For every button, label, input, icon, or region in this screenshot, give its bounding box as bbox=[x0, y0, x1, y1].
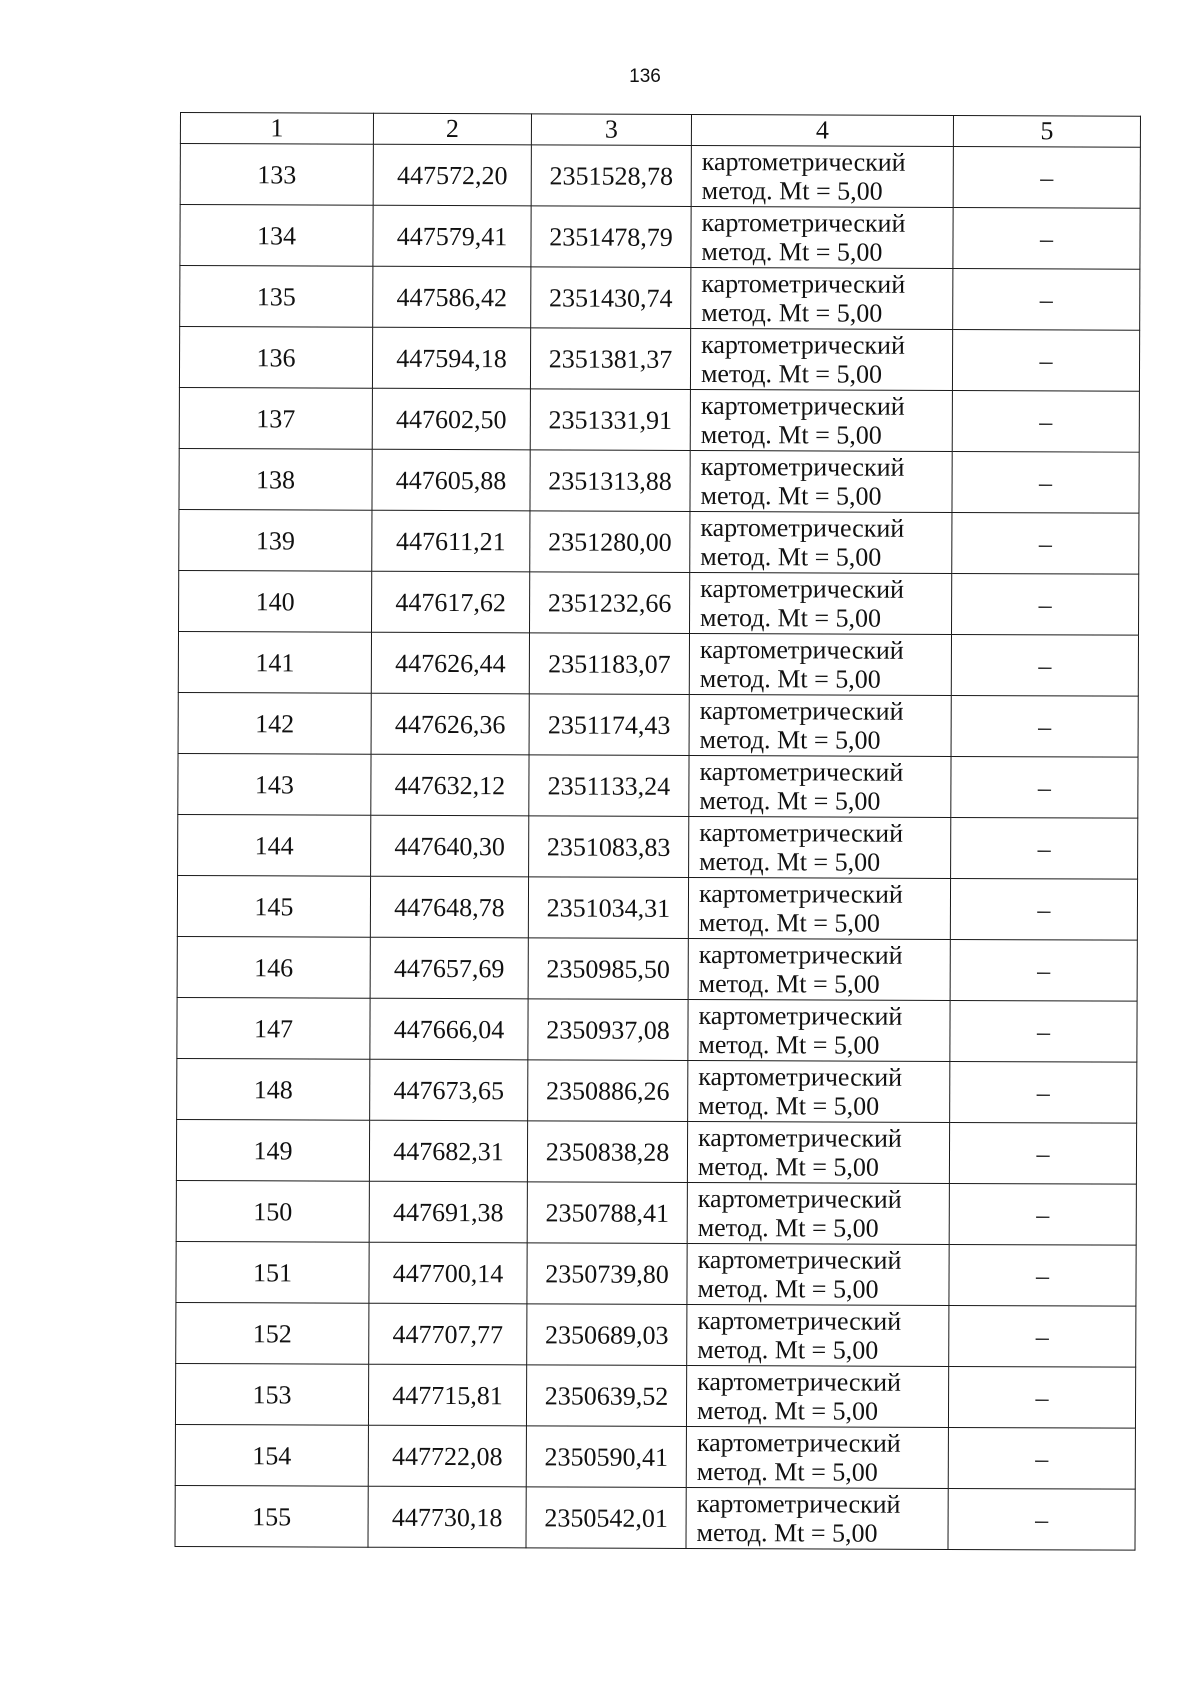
method-accuracy-text: метод. Mt = 5,00 bbox=[697, 1212, 879, 1243]
method-cell bbox=[690, 511, 952, 573]
column-header-y: 3 bbox=[531, 114, 691, 146]
method-cell bbox=[688, 999, 950, 1061]
method-accuracy-text: метод. Mt = 5,00 bbox=[699, 724, 881, 755]
x-coordinate-cell: 447657,69 bbox=[370, 937, 528, 999]
method-name-text: картометрический bbox=[701, 330, 905, 360]
y-coordinate-cell: 2351280,00 bbox=[530, 511, 690, 573]
x-coordinate-cell: 447605,88 bbox=[372, 449, 530, 511]
table-row bbox=[176, 1180, 1136, 1245]
point-number-cell: 153 bbox=[175, 1363, 368, 1425]
table-row bbox=[178, 753, 1138, 818]
point-number-cell: 140 bbox=[179, 570, 372, 632]
method-cell bbox=[687, 1182, 949, 1244]
method-cell bbox=[691, 145, 953, 207]
point-number-cell: 134 bbox=[180, 205, 373, 267]
table-row bbox=[179, 387, 1139, 452]
table-row bbox=[179, 570, 1139, 635]
point-number-cell: 138 bbox=[179, 448, 372, 510]
table-row bbox=[176, 1302, 1136, 1367]
x-coordinate-cell: 447700,14 bbox=[369, 1242, 527, 1304]
description-cell: – bbox=[949, 1183, 1136, 1245]
table-row bbox=[178, 692, 1138, 757]
table-row bbox=[178, 814, 1138, 879]
description-cell: – bbox=[951, 634, 1138, 696]
point-number-cell: 148 bbox=[177, 1058, 370, 1120]
x-coordinate-cell: 447722,08 bbox=[368, 1425, 526, 1487]
x-coordinate-cell: 447611,21 bbox=[372, 510, 530, 572]
method-cell bbox=[687, 1243, 949, 1305]
y-coordinate-cell: 2351478,79 bbox=[531, 206, 691, 268]
y-coordinate-cell: 2350739,80 bbox=[527, 1243, 687, 1305]
method-accuracy-text: метод. Mt = 5,00 bbox=[699, 664, 881, 694]
method-cell bbox=[688, 938, 950, 1000]
point-number-cell: 152 bbox=[176, 1302, 369, 1364]
x-coordinate-cell: 447572,20 bbox=[373, 144, 531, 206]
column-header-description: 5 bbox=[953, 115, 1140, 147]
method-name-text: картометрический bbox=[700, 391, 905, 421]
description-cell: – bbox=[948, 1366, 1135, 1428]
x-coordinate-cell: 447691,38 bbox=[369, 1181, 527, 1243]
method-cell bbox=[690, 572, 952, 634]
x-coordinate-cell: 447682,31 bbox=[369, 1120, 527, 1182]
x-coordinate-cell: 447579,41 bbox=[373, 205, 531, 267]
method-accuracy-text: метод. Mt = 5,00 bbox=[696, 1517, 878, 1548]
method-name-text: картометрический bbox=[697, 1244, 902, 1275]
method-cell bbox=[689, 755, 951, 817]
method-cell bbox=[690, 328, 952, 390]
y-coordinate-cell: 2350838,28 bbox=[527, 1121, 687, 1183]
point-number-cell: 151 bbox=[176, 1241, 369, 1303]
description-cell: – bbox=[952, 390, 1139, 452]
point-number-cell: 135 bbox=[180, 266, 373, 328]
x-coordinate-cell: 447602,50 bbox=[372, 388, 530, 450]
y-coordinate-cell: 2350886,26 bbox=[528, 1060, 688, 1122]
method-accuracy-text: метод. Mt = 5,00 bbox=[696, 1456, 878, 1487]
x-coordinate-cell: 447626,44 bbox=[371, 632, 529, 694]
table-row bbox=[176, 1119, 1136, 1184]
method-name-text: картометрический bbox=[699, 696, 904, 726]
method-accuracy-text: метод. Mt = 5,00 bbox=[697, 1334, 879, 1365]
x-coordinate-cell: 447632,12 bbox=[371, 754, 529, 816]
y-coordinate-cell: 2351133,24 bbox=[529, 755, 689, 817]
method-name-text: картометрический bbox=[696, 1488, 901, 1519]
table-row bbox=[179, 448, 1139, 513]
method-accuracy-text: метод. Mt = 5,00 bbox=[700, 481, 882, 511]
method-accuracy-text: метод. Mt = 5,00 bbox=[696, 1395, 879, 1426]
description-cell: – bbox=[951, 756, 1138, 818]
description-cell: – bbox=[948, 1488, 1135, 1550]
point-number-cell: 145 bbox=[177, 875, 370, 937]
column-header-method: 4 bbox=[691, 114, 953, 146]
method-name-text: картометрический bbox=[699, 635, 904, 665]
table-row bbox=[175, 1485, 1135, 1550]
table-row bbox=[177, 875, 1137, 940]
method-cell bbox=[687, 1121, 949, 1183]
method-accuracy-text: метод. Mt = 5,00 bbox=[701, 237, 883, 267]
y-coordinate-cell: 2350639,52 bbox=[526, 1365, 686, 1427]
method-name-text: картометрический bbox=[700, 452, 905, 482]
x-coordinate-cell: 447648,78 bbox=[370, 876, 528, 938]
x-coordinate-cell: 447617,62 bbox=[372, 571, 530, 633]
method-cell bbox=[686, 1487, 948, 1549]
y-coordinate-cell: 2350985,50 bbox=[528, 938, 688, 1000]
y-coordinate-cell: 2350590,41 bbox=[526, 1426, 686, 1488]
method-accuracy-text: метод. Mt = 5,00 bbox=[699, 846, 881, 877]
column-header-point: 1 bbox=[180, 113, 373, 145]
header-row bbox=[180, 113, 1140, 148]
method-cell bbox=[689, 694, 951, 756]
point-number-cell: 146 bbox=[177, 936, 370, 998]
y-coordinate-cell: 2350937,08 bbox=[528, 999, 688, 1061]
table-row bbox=[175, 1424, 1135, 1489]
point-number-cell: 150 bbox=[176, 1180, 369, 1242]
method-accuracy-text: метод. Mt = 5,00 bbox=[698, 1029, 880, 1060]
method-cell bbox=[686, 1426, 948, 1488]
table-row bbox=[177, 936, 1137, 1001]
description-cell: – bbox=[952, 329, 1139, 391]
method-accuracy-text: метод. Mt = 5,00 bbox=[698, 1090, 880, 1121]
method-accuracy-text: метод. Mt = 5,00 bbox=[700, 542, 882, 572]
y-coordinate-cell: 2350689,03 bbox=[527, 1304, 687, 1366]
table-row bbox=[179, 327, 1139, 392]
y-coordinate-cell: 2351430,74 bbox=[531, 267, 691, 329]
point-number-cell: 142 bbox=[178, 692, 371, 754]
page-number: 136 bbox=[629, 66, 661, 87]
description-cell: – bbox=[953, 207, 1140, 269]
x-coordinate-cell: 447673,65 bbox=[370, 1059, 528, 1121]
method-name-text: картометрический bbox=[698, 1122, 902, 1153]
description-cell: – bbox=[950, 878, 1137, 940]
description-cell: – bbox=[949, 1122, 1136, 1184]
method-name-text: картометрический bbox=[701, 208, 906, 238]
x-coordinate-cell: 447666,04 bbox=[370, 998, 528, 1060]
point-number-cell: 149 bbox=[176, 1119, 369, 1181]
y-coordinate-cell: 2351232,66 bbox=[530, 572, 690, 634]
x-coordinate-cell: 447707,77 bbox=[369, 1303, 527, 1365]
point-number-cell: 155 bbox=[175, 1485, 368, 1547]
table-body bbox=[175, 144, 1140, 1551]
y-coordinate-cell: 2350788,41 bbox=[527, 1182, 687, 1244]
method-name-text: картометрический bbox=[700, 574, 905, 604]
method-cell bbox=[686, 1365, 948, 1427]
method-name-text: картометрический bbox=[698, 878, 903, 909]
description-cell: – bbox=[953, 146, 1140, 208]
x-coordinate-cell: 447594,18 bbox=[372, 327, 530, 389]
method-accuracy-text: метод. Mt = 5,00 bbox=[697, 1273, 879, 1304]
column-header-x: 2 bbox=[373, 113, 531, 145]
point-number-cell: 136 bbox=[179, 327, 372, 389]
x-coordinate-cell: 447626,36 bbox=[371, 693, 529, 755]
description-cell: – bbox=[951, 817, 1138, 879]
method-accuracy-text: метод. Mt = 5,00 bbox=[698, 968, 880, 999]
method-accuracy-text: метод. Mt = 5,00 bbox=[699, 785, 881, 816]
table-row bbox=[180, 205, 1140, 270]
method-name-text: картометрический bbox=[697, 1305, 902, 1336]
y-coordinate-cell: 2351528,78 bbox=[531, 145, 691, 207]
description-cell: – bbox=[950, 1000, 1137, 1062]
method-cell bbox=[688, 877, 950, 939]
description-cell: – bbox=[950, 1061, 1137, 1123]
method-cell bbox=[688, 1060, 950, 1122]
point-number-cell: 137 bbox=[179, 387, 372, 449]
method-name-text: картометрический bbox=[698, 1000, 903, 1031]
y-coordinate-cell: 2351034,31 bbox=[528, 877, 688, 939]
table-header bbox=[180, 113, 1140, 148]
method-name-text: картометрический bbox=[698, 1061, 903, 1092]
table-row bbox=[177, 1058, 1137, 1123]
y-coordinate-cell: 2350542,01 bbox=[526, 1487, 686, 1549]
x-coordinate-cell: 447586,42 bbox=[373, 266, 531, 328]
point-number-cell: 139 bbox=[179, 509, 372, 571]
point-number-cell: 144 bbox=[178, 814, 371, 876]
point-number-cell: 141 bbox=[178, 631, 371, 693]
table-row bbox=[180, 144, 1140, 209]
method-cell bbox=[687, 1304, 949, 1366]
coordinates-table bbox=[174, 112, 1141, 1551]
y-coordinate-cell: 2351174,43 bbox=[529, 694, 689, 756]
table-row bbox=[178, 631, 1138, 696]
method-name-text: картометрический bbox=[701, 147, 906, 177]
point-number-cell: 147 bbox=[177, 997, 370, 1059]
description-cell: – bbox=[951, 695, 1138, 757]
table-row bbox=[176, 1241, 1136, 1306]
method-name-text: картометрический bbox=[698, 939, 903, 970]
method-accuracy-text: метод. Mt = 5,00 bbox=[701, 176, 883, 206]
description-cell: – bbox=[949, 1244, 1136, 1306]
y-coordinate-cell: 2351083,83 bbox=[529, 816, 689, 878]
method-name-text: картометрический bbox=[700, 513, 905, 543]
description-cell: – bbox=[952, 451, 1139, 513]
y-coordinate-cell: 2351183,07 bbox=[529, 633, 689, 695]
method-accuracy-text: метод. Mt = 5,00 bbox=[700, 420, 882, 450]
method-cell bbox=[689, 633, 951, 695]
method-accuracy-text: метод. Mt = 5,00 bbox=[701, 298, 883, 328]
table-row bbox=[179, 509, 1139, 574]
description-cell: – bbox=[950, 939, 1137, 1001]
description-cell: – bbox=[951, 573, 1138, 635]
method-accuracy-text: метод. Mt = 5,00 bbox=[698, 907, 880, 938]
method-name-text: картометрический bbox=[697, 1366, 901, 1397]
table-row bbox=[177, 997, 1137, 1062]
description-cell: – bbox=[949, 1305, 1136, 1367]
description-cell: – bbox=[953, 268, 1140, 330]
x-coordinate-cell: 447715,81 bbox=[368, 1364, 526, 1426]
method-name-text: картометрический bbox=[701, 269, 906, 299]
table-row bbox=[175, 1363, 1135, 1428]
method-accuracy-text: метод. Mt = 5,00 bbox=[700, 359, 883, 389]
method-cell bbox=[691, 206, 953, 268]
method-name-text: картометрический bbox=[699, 756, 904, 787]
table-row bbox=[180, 266, 1140, 331]
method-accuracy-text: метод. Mt = 5,00 bbox=[700, 603, 882, 633]
method-cell bbox=[690, 389, 952, 451]
y-coordinate-cell: 2351381,37 bbox=[530, 328, 690, 390]
point-number-cell: 133 bbox=[180, 144, 373, 206]
y-coordinate-cell: 2351313,88 bbox=[530, 450, 690, 512]
x-coordinate-cell: 447640,30 bbox=[371, 815, 529, 877]
method-accuracy-text: метод. Mt = 5,00 bbox=[697, 1151, 880, 1182]
method-name-text: картометрический bbox=[696, 1427, 901, 1458]
description-cell: – bbox=[952, 512, 1139, 574]
method-cell bbox=[691, 267, 953, 329]
method-cell bbox=[689, 816, 951, 878]
method-name-text: картометрический bbox=[697, 1183, 902, 1214]
method-cell bbox=[690, 450, 952, 512]
point-number-cell: 143 bbox=[178, 753, 371, 815]
description-cell: – bbox=[948, 1427, 1135, 1489]
method-name-text: картометрический bbox=[699, 817, 904, 848]
x-coordinate-cell: 447730,18 bbox=[368, 1486, 526, 1548]
point-number-cell: 154 bbox=[175, 1424, 368, 1486]
y-coordinate-cell: 2351331,91 bbox=[530, 389, 690, 451]
